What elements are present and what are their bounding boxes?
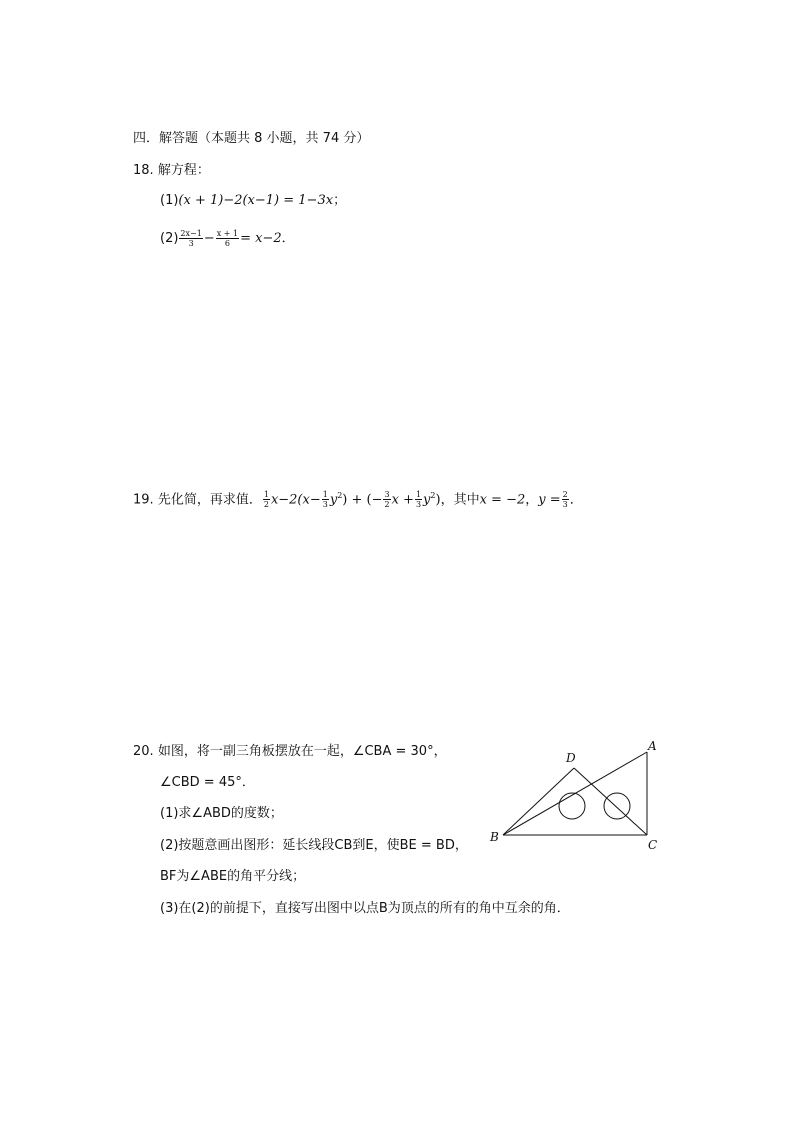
question-18-part-1 [160, 193, 346, 209]
fraction: $\frac{x + 1}{6}$ [216, 229, 239, 248]
expression-part: x + [391, 492, 414, 508]
exponent: 2 [337, 491, 343, 500]
label-a: A [648, 739, 657, 753]
fraction: $\frac{1}{3}$ [415, 490, 422, 510]
label-c: C [648, 838, 658, 852]
question-18-header [133, 163, 210, 179]
y-variable: y = [538, 492, 561, 508]
fraction: $\frac{3}{2}$ [384, 490, 390, 510]
punctuation: ． [569, 492, 583, 508]
punctuation: ； [333, 193, 347, 208]
label-b: B [490, 830, 499, 844]
circle-hole-left [559, 793, 585, 819]
expression-part: ) [435, 492, 441, 508]
fraction: $\frac{1}{3}$ [322, 490, 328, 510]
condition-text: ，其中 [440, 492, 480, 508]
fraction: $\frac{1}{2}$ [263, 490, 269, 510]
label-d: D [566, 751, 576, 765]
question-number: 18. [133, 163, 154, 178]
question-19 [133, 488, 583, 509]
question-20-part-1: (1)求∠ABD的度数； [160, 806, 283, 821]
segment-dc [574, 768, 647, 835]
expression-part: y [329, 492, 338, 508]
part-label: (1) [160, 193, 179, 208]
part-label: (2) [160, 231, 179, 246]
question-prompt: 解方程： [157, 163, 210, 178]
question-18-part-2 [160, 229, 295, 248]
question-20-part-2: (2)按题意画出图形：延长线段CB到E，使BE = BD， [160, 838, 468, 853]
punctuation: ． [281, 231, 295, 246]
question-prompt: 先化简，再求值． [157, 492, 262, 508]
fraction: $\frac{2x-1}{3}$ [180, 229, 202, 248]
question-20-line-2: ∠CBD = 45°． [160, 775, 255, 790]
question-number: 19. [133, 492, 154, 508]
equation: (x + 1)−2(x−1) = 1−3x [178, 193, 334, 208]
triangle-figure [485, 735, 665, 855]
equation-rhs: = x−2 [240, 231, 282, 246]
circle-hole-right [604, 793, 630, 819]
section-heading: 四．解答题（本题共 8 小题，共 74 分） [133, 131, 370, 146]
question-20-part-3: (3)在(2)的前提下，直接写出图中以点B为顶点的所有的角中互余的角． [160, 901, 570, 916]
minus-sign: − [203, 231, 215, 246]
segment-bd [503, 768, 574, 835]
question-text: 如图，将一副三角板摆放在一起，∠CBA = 30°， [157, 744, 447, 759]
expression-part: y [423, 492, 431, 508]
exponent: 2 [430, 491, 436, 500]
expression-part: x−2(x− [270, 492, 321, 508]
question-number: 20. [133, 744, 154, 759]
separator: ， [525, 492, 539, 508]
x-value: x = −2 [479, 492, 526, 508]
question-20-line-1 [133, 744, 447, 760]
expression-part: ) + (− [342, 492, 383, 508]
fraction: $\frac{2}{3}$ [562, 490, 568, 510]
question-20-part-2-cont: BF为∠ABE的角平分线； [160, 869, 306, 884]
